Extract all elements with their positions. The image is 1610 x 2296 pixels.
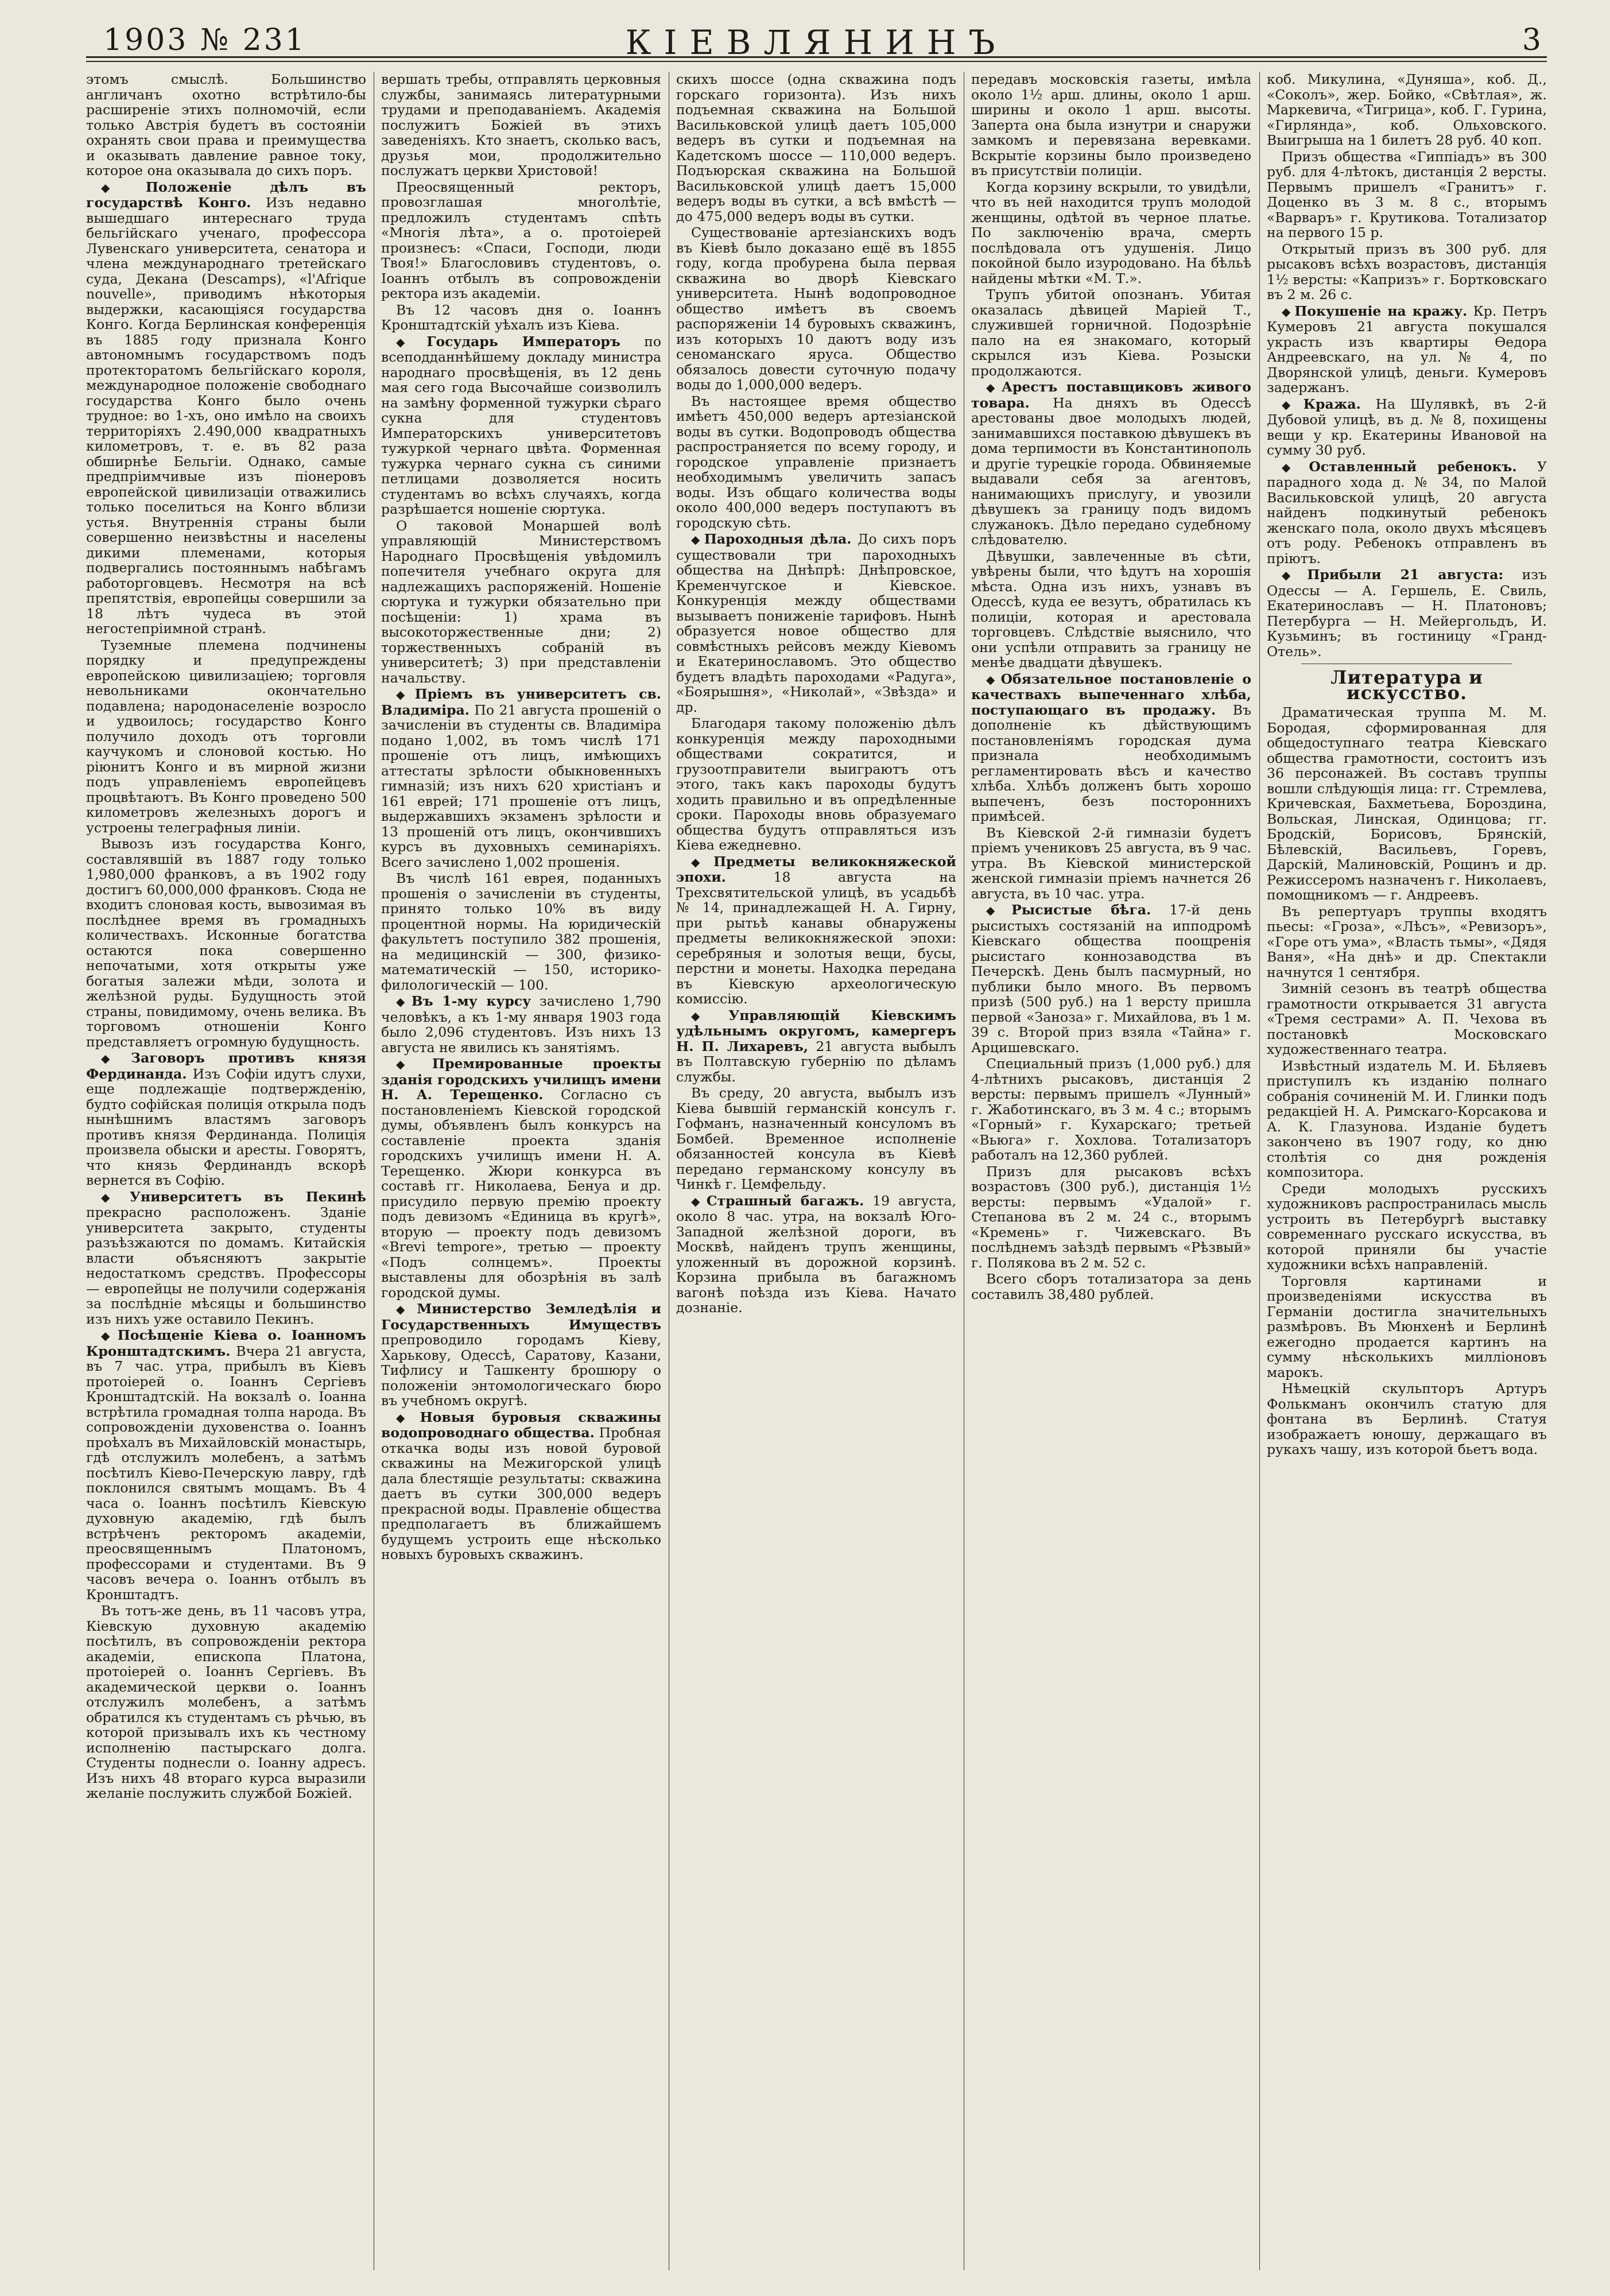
article-text: Въ Кіевской 2-й гимназіи будетъ пріемъ учениковъ 25 августа, въ 9 час. утра. Въ Кіевской министерской женской гимназіи пріемъ начнется 26 августа, въ 10 час. утра. bbox=[971, 824, 1251, 902]
text-paragraph bbox=[676, 716, 956, 853]
text-paragraph bbox=[676, 225, 956, 393]
text-paragraph bbox=[971, 825, 1251, 902]
article-paragraph bbox=[381, 1301, 661, 1409]
article-heading: Пароходныя дѣла. bbox=[704, 531, 852, 547]
column-4 bbox=[971, 72, 1251, 2270]
article-text: коб. Микулина, «Дуняша», коб. Д., «Соколъ», жер. Бойко, «Свѣтлая», ж. Маркевича, «Тигрица», коб. Г. Гурина, «Гирлянда», коб. Ольховского. Выигрыша на 1 билетъ 28 руб. 40 коп. bbox=[1267, 72, 1547, 148]
article-text: Вчера 21 августа, въ 7 час. утра, прибылъ въ Кіевъ протоіерей о. Іоаннъ Сергіевъ Кронштадтскій. На вокзалѣ о. Іоанна встрѣтила громадная толпа народа. Въ сопровожденіи духовенства о. Іоаннъ проѣхалъ въ Михайловскій монастырь, гдѣ отслужилъ молебенъ, а затѣмъ посѣтилъ Кіево-Печерскую лавру, гдѣ поклонился святымъ мощамъ. Въ 4 часа о. Іоаннъ посѣтилъ Кіевскую духовную академію, гдѣ былъ встрѣченъ ректоромъ академіи, преосвященнымъ Платономъ, профессорами и студентами. Въ 9 часовъ вечера о. Іоаннъ отбылъ въ Кронштадтъ. bbox=[86, 1343, 366, 1603]
article-text: Призъ общества «Гиппіадъ» въ 300 руб. для 4-лѣтокъ, дистанція 2 версты. Первымъ пришелъ «Гранитъ» г. Доценко въ 3 м. 8 с., вторымъ «Варваръ» г. Крутикова. Тотализатор на первого 15 р. bbox=[1267, 148, 1547, 241]
text-paragraph bbox=[1267, 705, 1547, 903]
article-paragraph bbox=[971, 672, 1251, 824]
text-paragraph bbox=[676, 394, 956, 531]
text-paragraph bbox=[971, 180, 1251, 286]
article-heading: Въ 1-му курсу bbox=[411, 993, 532, 1009]
text-columns bbox=[86, 72, 1547, 2270]
article-text: Въ 12 часовъ дня о. Іоаннъ Кронштадтскій уѣхалъ изъ Кіева. bbox=[381, 301, 661, 333]
article-paragraph bbox=[86, 1189, 366, 1327]
article-heading: Рысистые бѣга. bbox=[1011, 902, 1151, 918]
article-text: Торговля картинами и произведеніями искусства въ Германіи достигла значительныхъ размѣровъ. Въ Мюнхенѣ и Берлинѣ ежегодно продается картинъ на сумму нѣсколькихъ милліоновъ марокъ. bbox=[1267, 1273, 1547, 1380]
article-text: О таковой Монаршей волѣ управляющій Министерствомъ Народнаго Просвѣщенія увѣдомилъ попечителя учебнаго округа для надлежащихъ распоряженій. Ношеніе сюртука и тужурки обязательно при посѣщеніи: 1) храма въ высокоторжественные дни; 2) торжественныхъ собраній въ университетѣ; 3) при представленіи начальству. bbox=[381, 517, 661, 686]
article-paragraph bbox=[86, 180, 366, 637]
article-heading: Университетъ въ Пекинѣ bbox=[129, 1188, 366, 1205]
article-paragraph bbox=[971, 902, 1251, 1055]
article-text: Преосвященный ректоръ, провозглашая многолѣтіе, предложилъ студентамъ спѣть «Многія лѣта», а о. протоіерей произнесъ: «Спаси, Господи, люди Твоя!» Благословивъ студентовъ, о. Іоаннъ отбылъ въ сопровожденіи ректора изъ академіи. bbox=[381, 179, 661, 301]
article-paragraph bbox=[381, 1056, 661, 1300]
article-paragraph bbox=[1267, 304, 1547, 395]
article-text: Среди молодыхъ русскихъ художниковъ распространилась мысль устроить въ Петербургѣ выставку современнаго русскаго искусства, въ которой приняли бы участіе художники всѣхъ направленій. bbox=[1267, 1180, 1547, 1273]
article-heading: Страшный багажъ. bbox=[706, 1192, 864, 1209]
article-heading: Управляющій Кіевскимъ удѣльнымъ округомъ, камергеръ Н. П. Лихаревъ, bbox=[676, 1007, 956, 1054]
text-paragraph bbox=[1267, 1058, 1547, 1180]
text-paragraph bbox=[1267, 1181, 1547, 1273]
article-text: Въ дополненіе къ дѣйствующимъ постановленіямъ городская дума признала необходимымъ регламентировать вѣсъ и качество хлѣба. Хлѣбъ долженъ быть хорошо выпеченъ, безъ постороннихъ примѣсей. bbox=[971, 701, 1251, 824]
article-heading: Предметы великокняжеской эпохи. bbox=[676, 853, 956, 885]
text-paragraph bbox=[1267, 981, 1547, 1057]
article-text: препроводило городамъ Кіеву, Харькову, Одессѣ, Саратову, Казани, Тифлису и Ташкенту брошюру о положеніи энтомологическаго бюро въ учебномъ округѣ. bbox=[381, 1332, 661, 1409]
article-marker-icon: ◆ bbox=[691, 855, 711, 869]
article-text: Когда корзину вскрыли, то увидѣли, что въ ней находится трупъ молодой женщины, одѣтой въ черное платье. По заключенію врача, смерть послѣдовала отъ удушенія. Лицо покойной было изуродовано. На бѣльѣ найдены мѣтки «М. Т.». bbox=[971, 179, 1251, 286]
article-text: Въ числѣ 161 еврея, поданныхъ прошенія о зачисленіи въ студенты, принято только 10% въ виду процентной нормы. На юридическій факультетъ поступило 382 прошенія, на медицинскій — 300, физико-математическій — 150, историко-филологическій — 100. bbox=[381, 870, 661, 993]
article-text: этомъ смыслѣ. Большинство англичанъ охотно встрѣтило-бы расширеніе этихъ полномочій, если только Австрія будетъ въ состояніи охранять свои права и преимущества и оказывать давление равное току, которое она оказывала до сихъ поръ. bbox=[86, 72, 366, 179]
column-2 bbox=[381, 72, 661, 2270]
text-paragraph bbox=[971, 1271, 1251, 1302]
article-text: Благодаря такому положенію дѣлъ конкуренція между пароходными обществами сократится, и грузоотправители выиграютъ отъ этого, такъ какъ пароходы будутъ ходить правильно и въ опредѣленные сроки. Пароходы вновь образуемаго общества будутъ отправляться изъ Кіева ежедневно. bbox=[676, 715, 956, 853]
article-text: Въ среду, 20 августа, выбылъ изъ Кіева бывшій германскій консулъ г. Гофманъ, назначенный консуломъ въ Бомбей. Временное исполненіе обязанностей консула въ Кіевѣ передано германскому консулу въ Чинкѣ г. Цемфельду. bbox=[676, 1085, 956, 1192]
text-paragraph bbox=[676, 72, 956, 224]
article-heading: Министерство Земледѣлія и Государственныхъ Имуществъ bbox=[381, 1301, 661, 1333]
article-marker-icon: ◆ bbox=[396, 1057, 430, 1071]
article-text: Изъ Софіи идутъ слухи, еще подлежащіе подтвержденію, будто софійская полиція открыла подъ нынѣшнимъ властямъ заговоръ противъ князя Фердинанда. Полиція произвела обыски и аресты. Говорятъ, что князь Фердинандъ вскорѣ вернется въ Софію. bbox=[86, 1065, 366, 1188]
article-marker-icon: ◆ bbox=[101, 1329, 115, 1343]
text-paragraph bbox=[971, 72, 1251, 179]
newspaper-title: КІЕВЛЯНИНЪ bbox=[625, 23, 1008, 62]
text-paragraph bbox=[1267, 72, 1547, 148]
article-text: Специальный призъ (1,000 руб.) для 4-лѣтнихъ рысаковъ, дистанція 2 версты: первымъ пришелъ «Лунный» г. Жаботинскаго, въ 3 м. 4 с.; вторымъ «Горный» г. Кухарскаго; третьей «Вьюга» г. Хохлова. Тотализаторъ работалъ на 12,360 рублей. bbox=[971, 1056, 1251, 1163]
article-heading: Кража. bbox=[1303, 395, 1361, 412]
article-text: изъ Одессы — А. Гершель, Е. Свиль, Екатеринославъ — Н. Платоновъ; Петербурга — Н. Мейергольдъ, И. Кузьминъ; въ гостиницу «Гранд-Отель». bbox=[1267, 567, 1547, 660]
article-heading: Пріемъ въ университетъ св. Владиміра. bbox=[381, 686, 661, 718]
text-paragraph bbox=[381, 180, 661, 301]
article-text: На дняхъ въ Одессѣ арестованы двое молодыхъ людей, занимавшихся поставкою дѣвушекъ въ дома терпимости въ Константинополь и другіе турецкіе города. Обвиняемые выдавали себя за агентовъ, нанимающихъ прислугу, и увозили дѣвушекъ за границу подъ видомъ служанокъ. Дѣло передано судебному слѣдователю. bbox=[971, 394, 1251, 548]
article-text: Вывозъ изъ государства Конго, составлявшій въ 1887 году только 1,980,000 франковъ, а въ 1902 году достигъ 60,000,000 франковъ. Сюда не входитъ слоновая кость, вывозимая въ послѣднее время въ громадныхъ количествахъ. Исконные богатства остаются пока совершенно непочатыми, хотя открыты уже богатыя залежи мѣди, золота и желѣзной руды. Будущность этой страны, повидимому, очень велика. Въ торговомъ отношеніи Конго представляетъ огромную будущность. bbox=[86, 836, 366, 1050]
section-title: Литература и искусство. bbox=[1330, 666, 1483, 704]
text-paragraph bbox=[86, 72, 366, 179]
article-text: 18 августа на Трехсвятительской улицѣ, въ усадьбѣ № 14, принадлежащей Н. А. Гирну, при рытьѣ канавы обнаружены предметы великокняжеской эпохи: серебряныя и золотыя вещи, бусы, перстни и монеты. Находка передана въ Кіевскую археологическую комиссію. bbox=[676, 869, 956, 1007]
text-paragraph bbox=[381, 518, 661, 686]
article-heading: Покушеніе на кражу. bbox=[1294, 302, 1468, 319]
article-text: Въ настоящее время общество имѣетъ 450,000 ведеръ артезіанской воды въ сутки. Водопроводъ общества распространяется по всему городу, и городское управленіе признаетъ необходимымъ увеличить запасъ воды. Изъ общаго количества воды около 400,000 ведеръ поступаютъ въ городскую сѣть. bbox=[676, 393, 956, 531]
article-text: Трупъ убитой опознанъ. Убитая оказалась дѣвицей Маріей Т., служившей горничной. Подозрѣніе пало на ея знакомаго, который скрылся изъ Кіева. Розыски продолжаются. bbox=[971, 286, 1251, 379]
article-text: До сихъ поръ существовали три пароходныхъ общества на Днѣпрѣ: Днѣпровское, Кременчугское и Кіевское. Конкуренція между обществами вызываетъ пониженіе тарифовъ. Нынѣ образуется новое общество для совмѣстныхъ рейсовъ между Кіевомъ и Екатеринославомъ. Это общество будетъ владѣть пароходами «Радуга», «Боярышня», «Николай», «Звѣзда» и др. bbox=[676, 531, 956, 715]
article-paragraph bbox=[971, 379, 1251, 548]
article-text: У парадного хода д. № 34, по Малой Васильковской улицѣ, 20 августа найденъ подкинутый ребенокъ женскаго пола, около двухъ мѣсяцевъ отъ роду. Ребенокъ отправленъ въ пріютъ. bbox=[1267, 458, 1547, 567]
article-marker-icon: ◆ bbox=[396, 335, 425, 349]
page-number: 3 bbox=[1522, 23, 1541, 57]
text-paragraph bbox=[971, 287, 1251, 378]
article-text: скихъ шоссе (одна скважина подъ горскаго горизонта). Изъ нихъ подъемная скважина на Большой Васильковской улицѣ даетъ 105,000 ведеръ въ сутки и подъемная на Кадетскомъ шоссе — 110,000 ведеръ. Подъюрская скважина на Большой Васильковской улицѣ даетъ 15,000 ведеръ воды въ сутки, а всѣ вмѣстѣ — до 475,000 ведеръ воды въ сутки. bbox=[676, 72, 956, 224]
article-heading: Премированные проекты зданія городскихъ училищъ имени Н. А. Терещенко. bbox=[381, 1056, 661, 1103]
article-text: Туземные племена подчинены порядку и предупреждены европейскою цивилизаціею; торговля невольниками окончательно подавлена; народонаселеніе возросло и удвоилось; государство Конго получило доходъ отъ торговли каучукомъ и слоновой костью. Но ріюнитъ Конго и въ мирной жизни подъ управленіемъ европейцевъ процвѣтаютъ. Въ Конго проведено 500 километровъ железныхъ дорогъ и устроены телеграфныя линіи. bbox=[86, 637, 366, 836]
article-paragraph bbox=[86, 1328, 366, 1602]
article-text: Согласно съ постановленіемъ Кіевской городской думы, объявленъ былъ конкурсъ на составленіе проекта зданія городскихъ училищъ имени Н. А. Терещенко. Жюри конкурса въ составѣ гг. Николаева, Бенуа и др. присудило первую премію проекту подъ девизомъ «Единица въ кругѣ», вторую — проекту подъ девизомъ «Brevi tempore», третью — проекту «Подъ солнцемъ». Проекты выставлены для обозрѣнія въ залѣ городской думы. bbox=[381, 1087, 661, 1301]
article-marker-icon: ◆ bbox=[101, 1052, 129, 1065]
article-heading: Государь Императоръ bbox=[426, 333, 620, 350]
text-paragraph bbox=[86, 1603, 366, 1801]
article-marker-icon: ◆ bbox=[986, 381, 999, 394]
issue-number: 1903 № 231 bbox=[103, 23, 307, 57]
article-paragraph bbox=[676, 854, 956, 1007]
header-rule-thin bbox=[86, 61, 1547, 62]
article-text: передавъ московскія газеты, имѣла около 1½ арш. длины, около 1 арш. ширины и около 1 арш. высоты. Заперта она была изнутри и снаружи замкомъ и перевязана веревками. Вскрытіе корзины было произведено въ присутствіи полиціи. bbox=[971, 72, 1251, 179]
article-text: вершать требы, отправлять церковныя службы, занимаясь литературными трудами и преподаваніемъ. Академія послужитъ Божіей въ этихъ заведеніяхъ. Кто знаетъ, сколько васъ, друзья мои, продолжительно послужатъ церкви Христовой! bbox=[381, 72, 661, 179]
text-paragraph bbox=[1267, 1274, 1547, 1380]
article-text: прекрасно расположенъ. Зданіе университета закрыто, студенты разъѣзжаются по домамъ. Китайскія власти объясняютъ закрытіе недостаткомъ средствъ. Профессоры — европейцы не получили содержанія за послѣдніе мѣсяцы и большинство изъ нихъ уже оставило Пекинъ. bbox=[86, 1204, 366, 1327]
header-rule bbox=[86, 56, 1547, 58]
article-paragraph bbox=[1267, 567, 1547, 659]
article-marker-icon: ◆ bbox=[101, 1190, 127, 1204]
article-paragraph bbox=[1267, 459, 1547, 567]
text-paragraph bbox=[1267, 1381, 1547, 1457]
text-paragraph bbox=[1267, 149, 1547, 241]
text-paragraph bbox=[971, 1164, 1251, 1271]
article-text: Изъ недавно вышедшаго интереснаго труда бельгійскаго ученаго, профессора Лувенскаго университета, сенатора и члена международнаго третейскаго суда, Декана (Descamps), «l'Afrique nouvelle», приводимъ нѣкоторыя выдержки, касающіяся государства Конго. Когда Берлинская конференція въ 1885 году признала Конго автономнымъ государствомъ подъ протекторатомъ бельгійскаго короля, международное положеніе свободнаго государства Конго было очень трудное: во 1-хъ, оно имѣло на своихъ территоріяхъ 2.490,000 квадратныхъ километровъ, т. е. въ 82 раза обширнѣе Бельгіи. Однако, самые предпріимчивые изъ піонеровъ европейской цивилизаціи отважились только поселиться на Конго вблизи устья. Внутреннія страны были совершенно неизвѣстны и населены дикими племенами, которыя подвергались постояннымъ набѣгамъ работорговцевъ. Несмотря на всѣ препятствія, европейцы совершили за 18 лѣтъ чудеса въ этой негостепріимной странѣ. bbox=[86, 195, 366, 637]
text-paragraph bbox=[86, 638, 366, 836]
text-paragraph bbox=[381, 871, 661, 992]
article-text: зачислено 1,790 человѣкъ, а къ 1-му января 1903 года было 2,096 студентовъ. Изъ нихъ 13 августа не явились къ занятіямъ. bbox=[381, 993, 661, 1056]
article-marker-icon: ◆ bbox=[396, 995, 409, 1009]
text-paragraph bbox=[971, 1056, 1251, 1163]
article-text: Извѣстный издатель М. И. Бѣляевъ приступилъ къ изданію полнаго собранія сочиненій М. И. Глинки подъ редакціей Н. А. Римскаго-Корсакова и А. К. Глазунова. Изданіе будетъ закончено въ 1907 году, ко дню столѣтія со дня рожденія композитора. bbox=[1267, 1057, 1547, 1180]
column-3 bbox=[676, 72, 956, 2270]
article-text: 21 августа выбылъ въ Полтавскую губернію по дѣламъ службы. bbox=[676, 1038, 956, 1085]
article-paragraph bbox=[381, 1410, 661, 1562]
article-text: Кр. Петръ Кумеровъ 21 августа покушался украсть изъ квартиры Ѳедора Андреевскаго, на ул. № 4, по Дворянской улицѣ, деньги. Кумеровъ задержанъ. bbox=[1267, 302, 1547, 395]
article-text: Пробная откачка воды изъ новой буровой скважины на Межигорской улицѣ дала блестящіе результаты: скважина даетъ въ сутки 300,000 ведеръ прекрасной воды. Правленіе общества предполагаетъ въ ближайшемъ будущемъ устроить еще нѣсколько новыхъ буровыхъ скважинъ. bbox=[381, 1425, 661, 1562]
article-marker-icon: ◆ bbox=[986, 672, 999, 687]
article-marker-icon: ◆ bbox=[691, 1194, 704, 1208]
text-paragraph bbox=[86, 836, 366, 1049]
article-marker-icon: ◆ bbox=[101, 180, 143, 195]
article-heading: Прибыли 21 августа: bbox=[1307, 567, 1504, 583]
article-text: Дѣвушки, завлеченные въ сѣти, увѣрены были, что ѣдутъ на хорошія мѣста. Одна изъ нихъ, узнавъ въ Одессѣ, куда ее везутъ, обратилась къ полиціи, которая и арестовала торговцевъ. Слѣдствіе выяснило, что они успѣли отправить за границу не менѣе двадцати дѣвушекъ. bbox=[971, 548, 1251, 670]
text-paragraph bbox=[676, 1085, 956, 1192]
column-1 bbox=[86, 72, 366, 2270]
text-paragraph bbox=[1267, 242, 1547, 302]
article-marker-icon: ◆ bbox=[691, 533, 702, 546]
article-marker-icon: ◆ bbox=[396, 1410, 418, 1425]
article-text: Открытый призъ въ 300 руб. для рысаковъ всѣхъ возрастовъ, дистанція 1½ версты: «Капризъ» г. Бортковскаго въ 2 м. 26 с. bbox=[1267, 241, 1547, 302]
article-text: На Шулявкѣ, въ 2-й Дубовой улицѣ, въ д. № 8, похищены вещи у кр. Екатерины Ивановой на сумму 30 руб. bbox=[1267, 395, 1547, 458]
article-text: Нѣмецкій скульпторъ Артуръ Фолькманъ окончилъ статую для фонтана въ Берлинѣ. Статуя изображаетъ юношу, держащаго въ рукахъ чашу, изъ которой бьетъ вода. bbox=[1267, 1380, 1547, 1457]
article-paragraph bbox=[676, 532, 956, 715]
article-heading: Оставленный ребенокъ. bbox=[1309, 458, 1517, 475]
article-text: Всего сборъ тотализатора за день составилъ 38,480 рублей. bbox=[971, 1271, 1251, 1302]
article-marker-icon: ◆ bbox=[986, 903, 1010, 917]
article-paragraph bbox=[86, 1050, 366, 1188]
article-paragraph bbox=[381, 334, 661, 517]
article-paragraph bbox=[381, 687, 661, 870]
text-paragraph bbox=[1267, 904, 1547, 980]
article-text: Въ тотъ-же день, въ 11 часовъ утра, Кіевскую духовную академію посѣтилъ, въ сопровожденіи ректора академіи, епископа Платона, протоіерей о. Іоаннъ Сергіевъ. Въ академической церкви о. Іоаннъ отслужилъ молебенъ, а затѣмъ обратился къ студентамъ съ рѣчью, въ которой призывалъ ихъ къ честному исполненію пастырскаго долга. Студенты поднесли о. Іоанну адресъ. Изъ нихъ 48 втораго курса выразили желаніе послужить службой Божіей. bbox=[86, 1603, 366, 1801]
article-paragraph bbox=[676, 1008, 956, 1085]
article-heading: Посѣщеніе Кіева о. Іоанномъ Кронштадтскимъ. bbox=[86, 1327, 366, 1359]
article-marker-icon: ◆ bbox=[1282, 304, 1293, 319]
article-text: Призъ для рысаковъ всѣхъ возрастовъ (300 руб.), дистанція 1½ версты: первымъ «Удалой» г. Степанова въ 2 м. 24 с., вторымъ «Кремень» г. Чижевскаго. Въ послѣднемъ заѣздѣ первымъ «Рѣзвый» г. Полякова въ 2 м. 52 с. bbox=[971, 1163, 1251, 1271]
article-marker-icon: ◆ bbox=[1282, 460, 1307, 474]
column-5 bbox=[1267, 72, 1547, 2270]
text-paragraph bbox=[971, 549, 1251, 670]
text-paragraph bbox=[381, 72, 661, 179]
article-text: Зимній сезонъ въ театрѣ общества грамотности открывается 31 августа «Тремя сестрами» А. П. Чехова въ постановкѣ Московскаго художественнаго театра. bbox=[1267, 980, 1547, 1057]
article-marker-icon: ◆ bbox=[691, 1009, 727, 1023]
article-paragraph bbox=[381, 994, 661, 1055]
article-text: Драматическая труппа М. М. Бородая, сформированная для общедоступнаго театра Кіевскаго общества грамотности, состоитъ изъ 36 персонажей. Въ составъ труппы вошли слѣдующія лица: гг. Стремлева, Кричевская, Бахметьева, Бороздина, Вольская, Линская, Одинцова; гг. Бродскій, Борисовъ, Брянскій, Бѣлевскій, Васильевъ, Горевъ, Дарскій, Малиновскій, Рощинъ и др. Режиссеромъ назначенъ г. Николаевъ, помощникомъ — г. Андреевъ. bbox=[1267, 704, 1547, 903]
article-text: 19 августа, около 8 час. утра, на вокзалѣ Юго-Западной желѣзной дороги, въ Москвѣ, найденъ трупъ женщины, уложенный въ дорожной корзинѣ. Корзина прибыла въ багажномъ вагонѣ поѣзда изъ Кіева. Начато дознаніе. bbox=[676, 1192, 956, 1316]
article-marker-icon: ◆ bbox=[1282, 397, 1301, 412]
article-heading: Новыя буровыя скважины водопроводнаго общества. bbox=[381, 1409, 661, 1441]
article-paragraph bbox=[676, 1193, 956, 1316]
article-marker-icon: ◆ bbox=[1282, 568, 1305, 582]
article-heading: Положеніе дѣлъ въ государствѣ Конго. bbox=[86, 179, 366, 211]
article-marker-icon: ◆ bbox=[396, 1302, 415, 1316]
article-text: по всеподданнѣйшему докладу министра народнаго просвѣщенія, въ 12 день мая сего года Высочайше соизволилъ на замѣну форменной тужурки сѣраго сукна для студентовъ Императорскихъ университетовъ тужуркой чернаго цвѣта. Форменная тужурка чернаго сукна съ синими петлицами дозволяется носить студентамъ во всѣхъ случаяхъ, когда разрѣшается ношеніе сюртука. bbox=[381, 333, 661, 517]
article-text: 17-й день рысистыхъ состязаній на ипподромѣ Кіевскаго общества поощренія рысистаго коннозаводства въ Печерскѣ. День былъ пасмурный, но публики было много. Въ первомъ призѣ (500 руб.) на 1 версту пришла первой «Заноза» г. Михайлова, въ 1 м. 39 с. Второй приз взяла «Тайна» г. Арцишевскаго. bbox=[971, 902, 1251, 1056]
article-text: Существованіе артезіанскихъ водъ въ Кіевѣ было доказано ещё въ 1855 году, когда пробурена была первая скважина во дворѣ Кіевскаго университета. Нынѣ водопроводное общество имѣетъ въ своемъ распоряженіи 14 буровыхъ скважинъ, изъ которыхъ 10 даютъ воду изъ сеноманскаго яруса. Общество обязалось довести суточную подачу воды до 1,000,000 ведеръ. bbox=[676, 224, 956, 393]
article-text: По 21 августа прошеній о зачисленіи въ студенты св. Владиміра подано 1,002, въ томъ числѣ 171 прошеніе отъ лицъ, имѣющихъ аттестаты зрѣлости обыкновенныхъ гимназій; изъ нихъ 620 христіанъ и 161 еврей; 171 прошеніе отъ лицъ, выдержавшихъ экзаменъ зрѣлости и 13 прошеній отъ лицъ, окончившихъ курсъ въ духовныхъ семинаріяхъ. Всего зачислено 1,002 прошенія. bbox=[381, 701, 661, 870]
article-heading: Обязательное постановленіе о качествахъ выпеченнаго хлѣба, поступающаго въ продажу. bbox=[971, 670, 1251, 718]
article-marker-icon: ◆ bbox=[396, 688, 413, 701]
article-heading: Заговоръ противъ князя Фердинанда. bbox=[86, 1050, 366, 1082]
text-paragraph bbox=[381, 302, 661, 333]
article-heading: Арестъ поставщиковъ живого товара. bbox=[971, 379, 1251, 411]
article-text: Въ репертуаръ труппы входятъ пьесы: «Гроза», «Лѣсъ», «Ревизоръ», «Горе отъ ума», «Власть тьмы», «Дядя Ваня», «На днѣ» и др. Спектакли начнутся 1 сентября. bbox=[1267, 903, 1547, 980]
article-paragraph bbox=[1267, 397, 1547, 458]
